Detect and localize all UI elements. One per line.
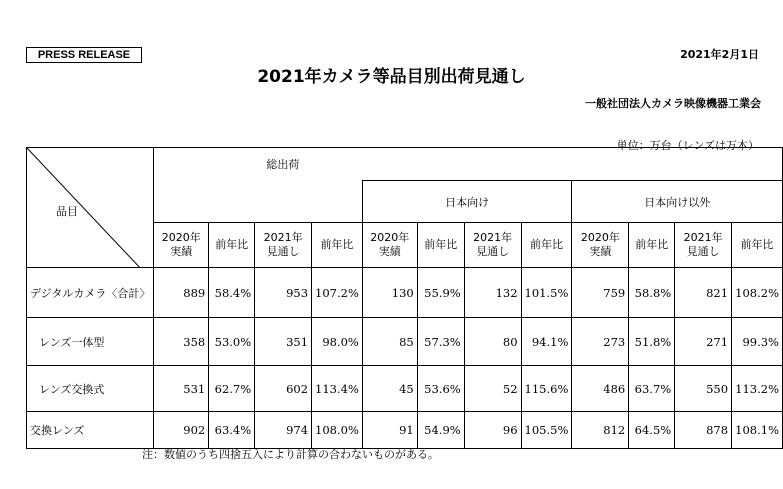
table-cell: 602	[255, 366, 312, 412]
column-header	[675, 223, 732, 268]
table-cell: 63.4%	[209, 412, 255, 449]
column-header-line: 2021年	[683, 231, 723, 244]
table-cell: 52	[464, 366, 521, 412]
table-cell: 101.5%	[521, 268, 572, 318]
table-cell: 94.1%	[521, 318, 572, 366]
row-label: 交換レンズ	[27, 412, 154, 449]
column-header	[209, 223, 255, 268]
group-japan-header: 日本向け	[362, 181, 572, 223]
table-cell: 64.5%	[629, 412, 675, 449]
column-header	[312, 223, 363, 268]
table-cell: 812	[572, 412, 629, 449]
table-row	[27, 318, 783, 366]
table-cell: 53.0%	[209, 318, 255, 366]
page-title: 2021年カメラ等品目別出荷見通し	[257, 67, 526, 87]
table-cell: 105.5%	[521, 412, 572, 449]
table-cell: 889	[154, 268, 209, 318]
column-header	[255, 223, 312, 268]
table-cell: 51.8%	[629, 318, 675, 366]
column-header-line: 2021年	[263, 231, 303, 244]
table-cell: 98.0%	[312, 318, 363, 366]
table-cell: 902	[154, 412, 209, 449]
column-header-line: 実績	[378, 245, 401, 258]
table-cell: 271	[675, 318, 732, 366]
table-cell: 54.9%	[417, 412, 464, 449]
column-header	[362, 223, 417, 268]
table-cell: 878	[675, 412, 732, 449]
table-cell: 63.7%	[629, 366, 675, 412]
column-header-line: 2020年	[161, 231, 201, 244]
table-cell: 96	[464, 412, 521, 449]
diagonal-line	[27, 148, 143, 268]
release-date: 2021年2月1日	[680, 48, 759, 61]
press-release-label: PRESS RELEASE	[26, 47, 142, 63]
table-cell: 358	[154, 318, 209, 366]
column-header-line: 2021年	[473, 231, 513, 244]
column-header-line: 2020年	[580, 231, 620, 244]
column-header-line: 前年比	[424, 238, 458, 251]
row-label: レンズ一体型	[27, 318, 154, 366]
table-cell: 53.6%	[417, 366, 464, 412]
table-cell: 113.2%	[732, 366, 783, 412]
table-cell: 113.4%	[312, 366, 363, 412]
column-header	[464, 223, 521, 268]
table-cell: 85	[362, 318, 417, 366]
table-cell: 486	[572, 366, 629, 412]
group-overseas-header: 日本向け以外	[572, 181, 783, 223]
column-header-line: 前年比	[635, 238, 669, 251]
row-label: レンズ交換式	[27, 366, 154, 412]
table-cell: 108.1%	[732, 412, 783, 449]
table-row	[27, 268, 783, 318]
table-cell: 80	[464, 318, 521, 366]
column-header-line: 前年比	[740, 238, 774, 251]
table-cell: 45	[362, 366, 417, 412]
column-header	[417, 223, 464, 268]
column-header-line: 前年比	[320, 238, 354, 251]
shipment-table	[26, 147, 783, 449]
unit-note: 単位：万台（レンズは万本）	[616, 139, 759, 152]
table-cell: 62.7%	[209, 366, 255, 412]
table-cell: 107.2%	[312, 268, 363, 318]
table-cell: 953	[255, 268, 312, 318]
column-header	[572, 223, 629, 268]
group-total-header	[154, 148, 783, 181]
corner-label: 品目	[56, 205, 78, 218]
column-header	[732, 223, 783, 268]
column-header-line: 見通し	[686, 245, 720, 258]
table-cell: 58.8%	[629, 268, 675, 318]
column-header-line: 見通し	[476, 245, 510, 258]
column-header	[629, 223, 675, 268]
table-cell: 759	[572, 268, 629, 318]
column-header-line: 前年比	[215, 238, 249, 251]
table-cell: 974	[255, 412, 312, 449]
table-body	[27, 268, 783, 449]
footnote: 注：数値のうち四捨五入により計算の合わないものがある。	[142, 448, 439, 461]
table-cell: 91	[362, 412, 417, 449]
column-header	[521, 223, 572, 268]
column-header-line: 2020年	[370, 231, 410, 244]
table-cell: 821	[675, 268, 732, 318]
table-cell: 132	[464, 268, 521, 318]
table-cell: 108.2%	[732, 268, 783, 318]
table-cell: 273	[572, 318, 629, 366]
column-header-line: 前年比	[529, 238, 563, 251]
group-total-spacer	[154, 181, 363, 223]
column-header	[154, 223, 209, 268]
table-cell: 550	[675, 366, 732, 412]
organization-name: 一般社団法人カメラ映像機器工業会	[585, 97, 761, 110]
table-cell: 531	[154, 366, 209, 412]
table-row	[27, 366, 783, 412]
column-header-line: 実績	[589, 245, 612, 258]
table-cell: 58.4%	[209, 268, 255, 318]
table-cell: 108.0%	[312, 412, 363, 449]
column-header-line: 見通し	[266, 245, 300, 258]
group-total-label: 総出荷	[266, 158, 300, 171]
row-label: デジタルカメラ〈合計〉	[27, 268, 154, 318]
table-cell: 115.6%	[521, 366, 572, 412]
table-cell: 351	[255, 318, 312, 366]
table-cell: 55.9%	[417, 268, 464, 318]
table-row	[27, 412, 783, 449]
table-cell: 99.3%	[732, 318, 783, 366]
table-cell: 130	[362, 268, 417, 318]
column-header-line: 実績	[170, 245, 193, 258]
table-cell: 57.3%	[417, 318, 464, 366]
corner-cell	[27, 148, 154, 268]
